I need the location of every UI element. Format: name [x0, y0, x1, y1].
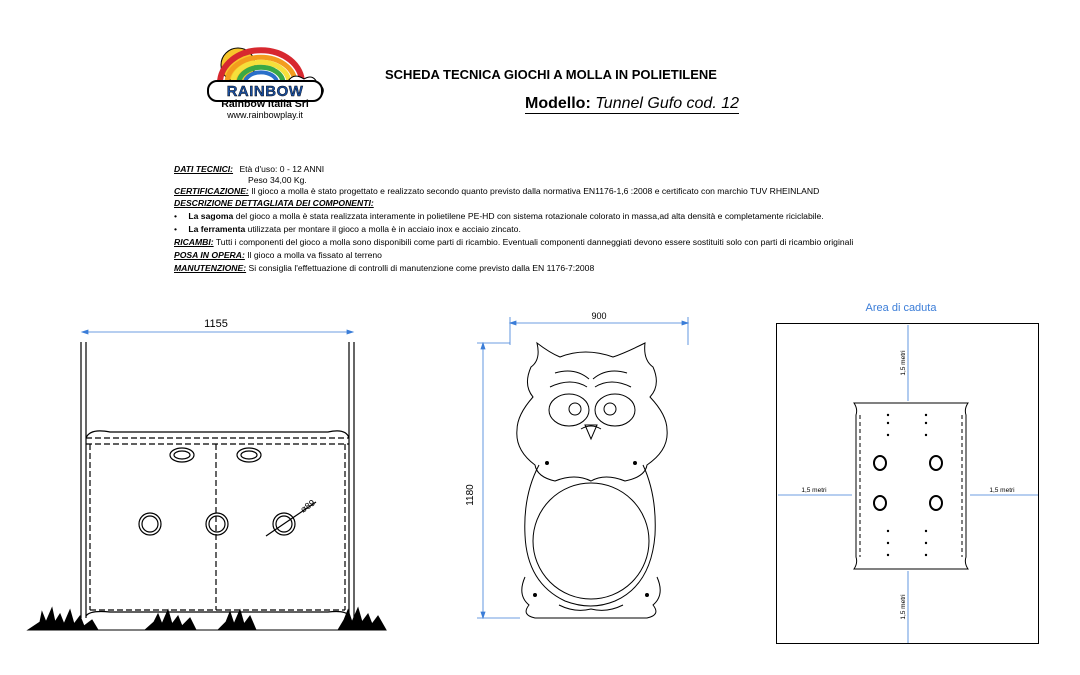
front-width-label: 1155 — [204, 318, 228, 330]
spec-bullet-sagoma — [174, 211, 824, 221]
spec-cert-text: Il gioco a molla è stato progettato e realizzato secondo quanto previsto dalla normativa EN1176-1,6 :2008 e certificato con marchio TUV RHEINLAND — [251, 186, 820, 196]
spec-eta: Età d'uso: 0 - 12 ANNI — [239, 164, 325, 174]
spec-cert-label: CERTIFICAZIONE: — [174, 186, 249, 196]
spec-ric-label: RICAMBI: — [174, 237, 214, 247]
spec-man-label: MANUTENZIONE: — [174, 263, 247, 273]
spec-man-text: Si consiglia l'effettuazione di controlli di manutenzione come previsto dalla EN 1176-7:2008 — [248, 263, 595, 273]
spec-bullet-ferramenta — [174, 224, 521, 234]
spec-desc-heading: DESCRIZIONE DETTAGLIATA DEI COMPONENTI: — [174, 198, 374, 208]
spec-cert — [174, 186, 819, 196]
area-bottom-label: 1,5 metri — [900, 594, 907, 620]
owl-side-view-drawing — [455, 305, 705, 635]
spec-desc-label — [174, 198, 374, 208]
front-view-drawing — [20, 310, 400, 640]
hole-diameter-label: ø89 — [298, 497, 317, 515]
model-label: Modello: — [525, 95, 591, 112]
spec-sagoma-bold: La sagoma — [188, 211, 234, 221]
fall-area-title: Area di caduta — [865, 302, 937, 314]
model-title — [525, 95, 739, 114]
spec-dati — [174, 164, 324, 174]
area-top-label: 1,5 metri — [900, 350, 907, 376]
spec-sagoma-text: del gioco a molla è stata realizzata interamente in polietilene PE-HD con sistema rotazionale colorato in massa,ad alta densità e completamente riciclabile. — [235, 211, 824, 221]
equipment-top-view — [854, 403, 968, 569]
spec-posa — [174, 250, 382, 260]
spec-ricambi — [174, 237, 853, 247]
side-width-label: 900 — [591, 311, 607, 321]
company-name: Rainbow Italia Srl — [221, 98, 309, 110]
logo-brand: RAINBOW — [226, 83, 304, 100]
spec-posa-text: Il gioco a molla va fissato al terreno — [247, 250, 382, 260]
model-name: Tunnel Gufo cod. 12 — [595, 95, 740, 112]
spec-posa-label: POSA IN OPERA: — [174, 250, 245, 260]
fall-area-drawing — [776, 323, 1042, 648]
spec-ric-text: Tutti i componenti del gioco a molla sono disponibili come parti di ricambio. Eventuali componenti danneggiati devono essere sostituiti solo con parti di ricambio originali — [215, 237, 854, 247]
side-height-label: 1180 — [465, 484, 476, 506]
area-left-label: 1,5 metri — [801, 487, 827, 494]
spec-ferr-text: utilizzata per montare il gioco a molla è in acciaio inox e acciaio zincato. — [247, 224, 521, 234]
spec-dati-label: DATI TECNICI: — [174, 164, 234, 174]
front-width-dimension — [82, 330, 353, 334]
page-title: SCHEDA TECNICA GIOCHI A MOLLA IN POLIETILENE — [385, 67, 717, 82]
fall-area-boundary — [777, 324, 1039, 644]
spec-manutenzione — [174, 263, 594, 273]
spec-peso: Peso 34,00 Kg. — [248, 175, 307, 185]
company-url: www.rainbowplay.it — [227, 110, 303, 120]
spec-ferr-bold: La ferramenta — [188, 224, 246, 234]
area-right-label: 1,5 metri — [989, 487, 1015, 494]
